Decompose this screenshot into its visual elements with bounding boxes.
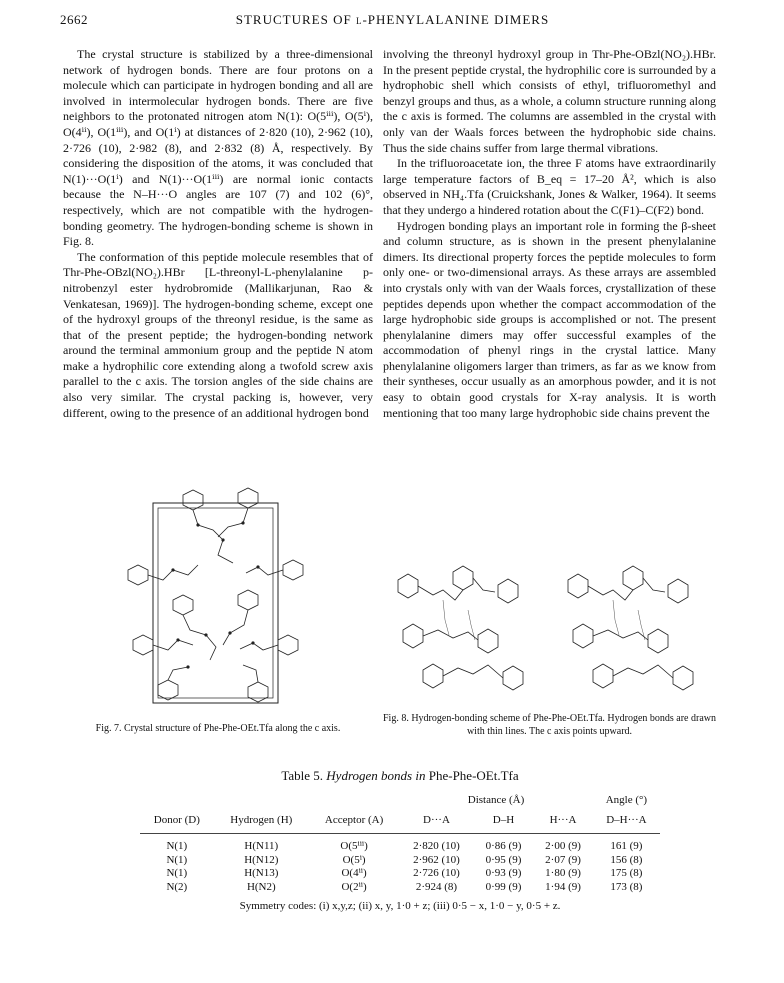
- column-header: D–H: [492, 813, 515, 826]
- hydrogen-bonds-table: [140, 794, 660, 894]
- figure-8: [383, 560, 716, 738]
- crystal-structure-drawing: [98, 475, 338, 715]
- running-title: STRUCTURES OF l-PHENYLALANINE DIMERS: [235, 12, 550, 27]
- hydrogen-bonding-drawing: [383, 560, 716, 702]
- table-row: N(1) H(N13) O(4ⁱⁱ) 2·726 (10) 0·93 (9) 1·80 (9) 175 (8): [166, 867, 643, 879]
- figure-7-caption: Fig. 7. Crystal structure of Phe-Phe-OEt.Tfa along the c axis.: [95, 723, 341, 734]
- table-title: Table 5. Hydrogen bonds in Phe-Phe-OEt.Tfa: [281, 768, 519, 783]
- right-column: [383, 47, 716, 421]
- column-header: H···A: [549, 813, 577, 826]
- paragraph: Hydrogen bonding plays an important role in forming the β-sheet and column structure, as is shown in the present phenylalanine dimers. Its directional property forces the peptide molecules to form only one- or two-dimensional arrays. As these arrays are assembled into crystals only with van der Waals forces, crystallization of these peptides depends upon whether the compact accommodation of the large hydrophobic side groups is accomplished or not. The present phenylalanine dimers may offer successful examples of the accommodation of phenyl rings in the crystal lattice. Many phenylalanine oligomers larger than trimers, as far as we know from their syntheses, occur usually as an amorphous powder, and it is not easy to obtain good crystals for X-ray analysis. It is worth mentioning that too many large hydrophobic side chains prevent the: [383, 218, 716, 420]
- left-column: [63, 47, 373, 421]
- page-number: 2662: [60, 12, 88, 27]
- hydrogen-bonds-table-section: [140, 768, 660, 912]
- group-header-distance: Distance (Å): [467, 794, 525, 806]
- column-header: D···A: [423, 813, 450, 826]
- page-header: [60, 12, 725, 32]
- column-header: D–H···A: [606, 813, 647, 826]
- column-header: Acceptor (A): [324, 813, 384, 826]
- column-header: Hydrogen (H): [230, 813, 293, 826]
- group-header-angle: Angle (°): [605, 794, 648, 806]
- table-row: N(1) H(N11) O(5ⁱⁱⁱ) 2·820 (10) 0·86 (9) 2·00 (9) 161 (9): [166, 840, 643, 852]
- figure-7: [63, 475, 373, 736]
- symmetry-codes: Symmetry codes: (i) x,y,z; (ii) x, y, 1·0 + z; (iii) 0·5 − x, 1·0 − y, 0·5 + z.: [239, 900, 561, 912]
- paragraph: involving the threonyl hydroxyl group in Thr-Phe-OBzl(NO₂).HBr. In the present peptide crystal, the hydrophilic core is surrounded by a hydrophobic shell which consists of ethyl, trifluoromethyl and benzyl groups and thus, as a whole, a column structure running along the c axis is formed. The columns are assembled in the crystal with only van der Waals forces between the hydrophobic side chains. Thus the side chains suffer from large thermal vibrations.: [383, 47, 716, 155]
- column-header: Donor (D): [153, 813, 200, 826]
- table-row: N(2) H(N2) O(2ⁱⁱ) 2·924 (8) 0·99 (9) 1·94 (9) 173 (8): [166, 880, 643, 893]
- paragraph: The crystal structure is stabilized by a three-dimensional network of hydrogen bonds. There are four protons on a molecule which can participate in hydrogen bonding and all are involved in intermolecular hydrogen bonds. There are five neighbors to the protonated nitrogen atom N(1): O(5ⁱⁱⁱ), O(5ⁱ), O(4ⁱⁱ), O(1ⁱⁱⁱ), and O(1ⁱ) at distances of 2·820 (10), 2·962 (10), 2·726 (10), 2·982 (8), and 2·832 (8) Å, respectively. By considering the disposition of the atoms, it was concluded that N(1)···O(1ⁱ) and N(1)···O(1ⁱⁱⁱ) are normal ionic contacts because the N–H···O angles are 107 (7) and 102 (6)°, respectively, which are not compatible with the hydrogen-bonding geometry. The hydrogen-bonding scheme is shown in Fig. 8.: [63, 47, 373, 249]
- table-row: N(1) H(N12) O(5ⁱ) 2·962 (10) 0·95 (9) 2·07 (9) 156 (8): [166, 853, 643, 866]
- figure-8-caption: Fig. 8. Hydrogen-bonding scheme of Phe-Phe-OEt.Tfa. Hydrogen bonds are drawn with thin lines. The c axis points upward.: [383, 713, 716, 737]
- paragraph: The conformation of this peptide molecule resembles that of Thr-Phe-OBzl(NO₂).HBr [L-threonyl-L-phenylalanine p-nitrobenzyl ester hydrobromide (Mallikarjunan, Rao & Venkatesan, 1969)]. The hydrogen-bonding scheme, except one of the hydroxyl groups of the threonyl residue, is the same as that of the present peptide; the hydrogen-bonding network around the terminal ammonium group and the peptide N atom make a hydrophilic core extending along a twofold screw axis parallel to the c axis. The torsion angles of the side chains are also very similar. The crystal packing is, however, very different, owing to the presence of an additional hydrogen bond: [63, 249, 373, 420]
- paragraph: In the trifluoroacetate ion, the three F atoms have extraordinarily large temperature factors of B_eq = 17–20 Å², which is also observed in NH₄.Tfa (Cruickshank, Jones & Walker, 1964). It seems that they undergo a hindered rotation about the C(F1)–C(F2) bond.: [383, 156, 716, 217]
